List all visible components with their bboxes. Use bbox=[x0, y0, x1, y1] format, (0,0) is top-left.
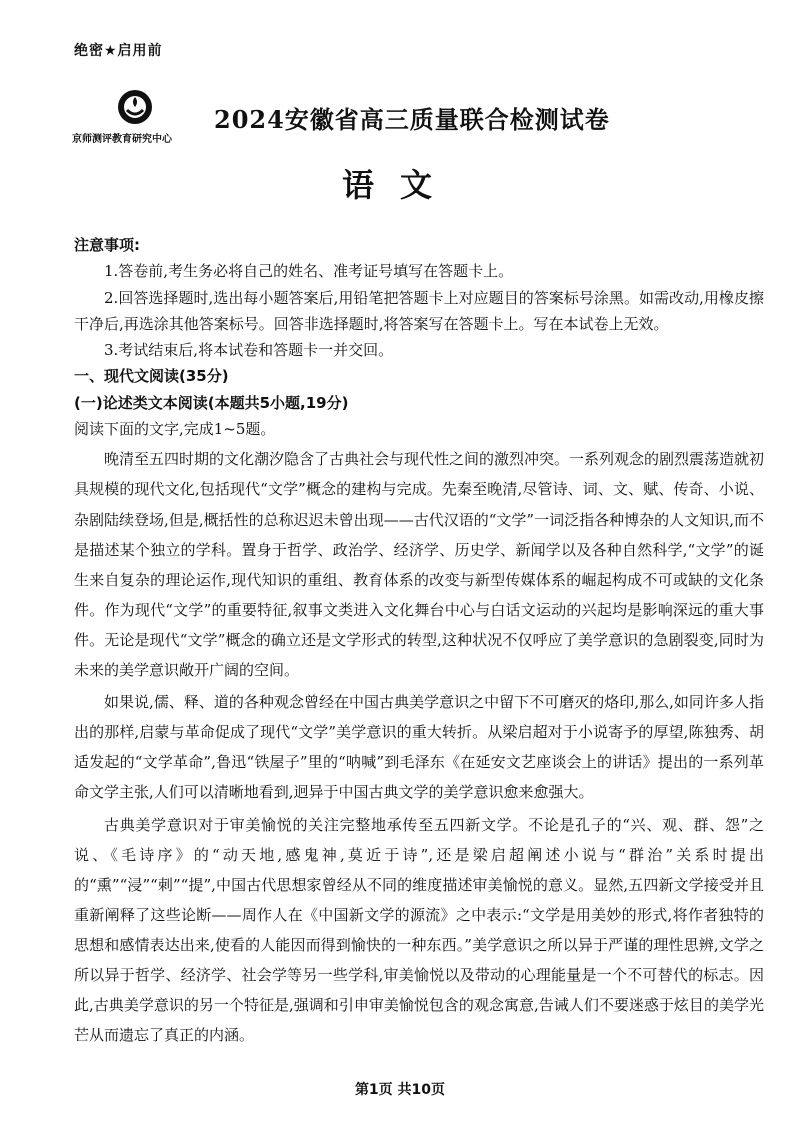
note-item: 2.回答选择题时,选出每小题答案后,用铅笔把答题卡上对应题目的答案标号涂黑。如需改动,用橡皮擦干净后,再选涂其他答案标号。回答非选择题时,将答案写在答题卡上。写在本试卷上无效。 bbox=[74, 288, 764, 333]
confidential-label: 绝密★启用前 bbox=[74, 43, 163, 59]
org-logo bbox=[72, 88, 202, 145]
notes-heading: 注意事项: bbox=[74, 236, 140, 254]
org-emblem-icon bbox=[116, 88, 154, 126]
note-item: 3.考试结束后,将本试卷和答题卡一并交回。 bbox=[104, 341, 394, 360]
passage-paragraph: 如果说,儒、释、道的各种观念曾经在中国古典美学意识之中留下不可磨灭的烙印,那么,如同许多人指出的那样,启蒙与革命促成了现代“文学”美学意识的重大转折。从梁启超对于小说寄予的厚望,陈独秀、胡适发起的“文学革命”,鲁迅“铁屋子”里的“呐喊”到毛泽东《在延安文艺座谈会上的讲话》提出的一系列革命文学主张,人们可以清晰地看到,迥异于中国古典文学的美学意识愈来愈强大。 bbox=[74, 693, 764, 802]
passage-paragraph: 古典美学意识对于审美愉悦的关注完整地承传至五四新文学。不论是孔子的“兴、观、群、怨”之说、《毛诗序》的“动天地,感鬼神,莫近于诗”,还是梁启超阐述小说与“群治”关系时提出的“熏”“浸”“刺”“提”,中国古代思想家曾经从不同的维度描述审美愉悦的意义。显然,五四新文学接受并且重新阐释了这些论断——周作人在《中国新文学的源流》之中表示:“文学是用美妙的形式,将作者独特的思想和感情表达出来,使看的人能因而得到愉快的一种东西。”美学意识之所以异于严谨的理性思辨,文学之所以异于哲学、经济学、社会学等另一些学科,审美愉悦以及带动的心理能量是一个不可替代的标志。因此,古典美学意识的另一个特征是,强调和引申审美愉悦包含的观念寓意,告诫人们不要迷惑于炫目的美学光芒从而遗忘了真正的内涵。 bbox=[74, 815, 764, 1045]
note-item: 1.答卷前,考生务必将自己的姓名、准考证号填写在答题卡上。 bbox=[104, 262, 514, 281]
page-footer: 第1页 共10页 bbox=[354, 1082, 446, 1098]
passage-paragraph: 晚清至五四时期的文化潮汐隐含了古典社会与现代性之间的激烈冲突。一系列观念的剧烈震荡造就初具规模的现代文化,包括现代“文学”概念的建构与完成。先秦至晚清,尽管诗、词、文、赋、传奇、小说、杂剧陆续登场,但是,概括性的总称迟迟未曾出现——古代汉语的“文学”一词泛指各种博杂的人文知识,而不是描述某个独立的学科。置身于哲学、政治学、经济学、历史学、新闻学以及各种自然科学,“文学”的诞生来自复杂的理论运作,现代知识的重组、教育体系的改变与新型传媒体系的崛起构成不可或缺的文化条件。作为现代“文学”的重要特征,叙事文类进入文化舞台中心与白话文运动的兴起均是影响深远的重大事件。无论是现代“文学”概念的确立还是文学形式的转型,这种状况不仅呼应了美学意识的急剧裂变,同时为未来的美学意识敞开广阔的空间。 bbox=[74, 450, 765, 680]
reading-instruction: 阅读下面的文字,完成1~5题。 bbox=[74, 420, 276, 439]
section-title: 一、现代文阅读(35分) bbox=[74, 367, 229, 386]
org-name: 京师测评教育研究中心 bbox=[72, 134, 172, 145]
exam-body bbox=[74, 232, 764, 1050]
exam-title: 2024安徽省高三质量联合检测试卷 bbox=[214, 105, 610, 134]
subject-title: 语文 bbox=[341, 166, 458, 204]
section-subtitle: (一)论述类文本阅读(本题共5小题,19分) bbox=[74, 393, 349, 412]
